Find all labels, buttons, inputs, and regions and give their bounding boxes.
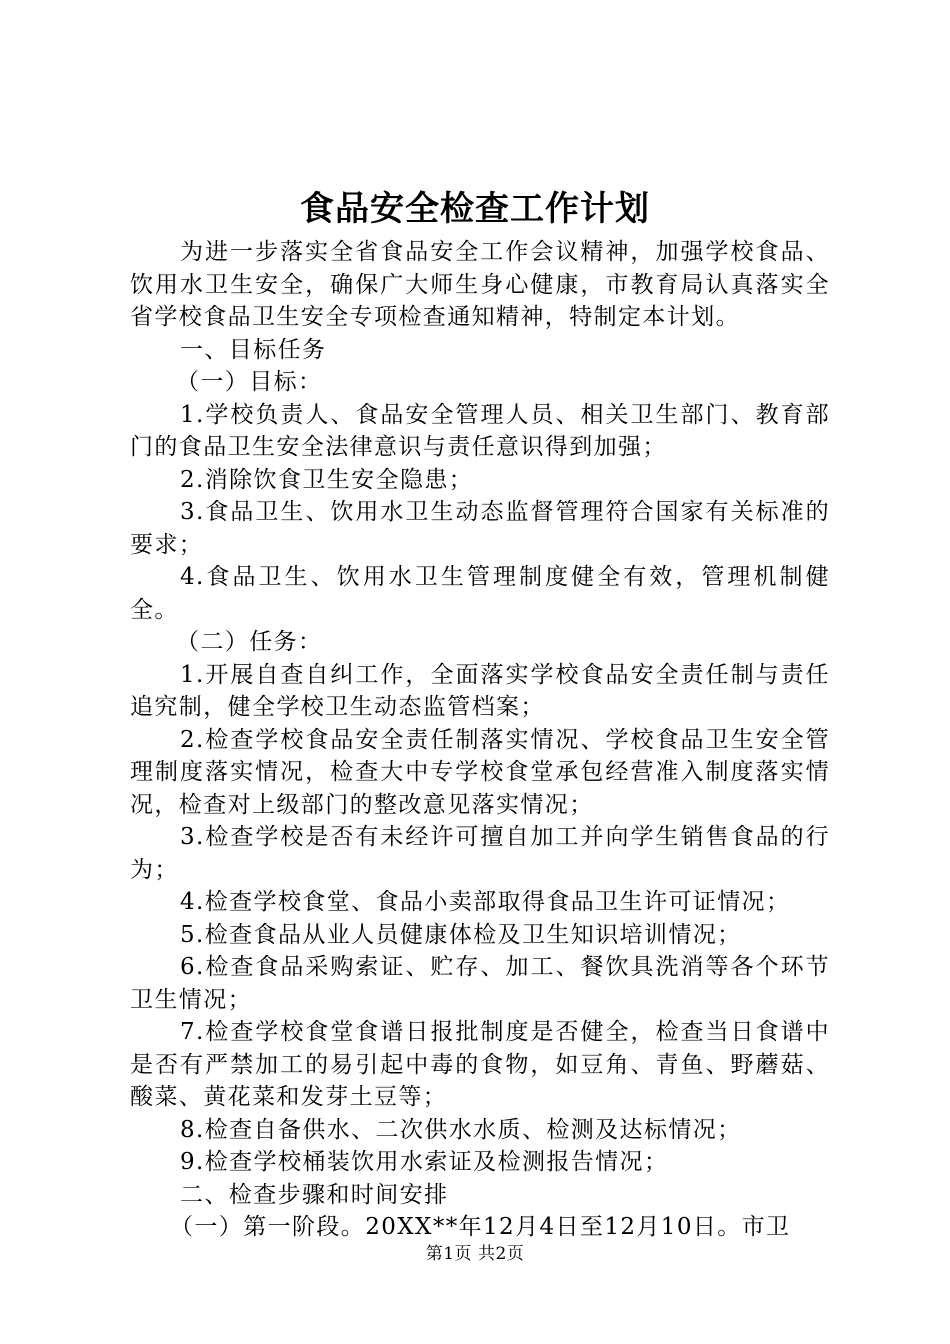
page-footer: 第1页 共2页 bbox=[425, 1244, 525, 1264]
goal-item-4: 4.食品卫生、饮用水卫生管理制度健全有效，管理机制健全。 bbox=[130, 564, 830, 623]
goal-item-3: 3.食品卫生、饮用水卫生动态监督管理符合国家有关标准的要求； bbox=[130, 499, 830, 558]
intro-paragraph: 为进一步落实全省食品安全工作会议精神，加强学校食品、饮用水卫生安全，确保广大师生身心健康，市教育局认真落实全省学校食品卫生安全专项检查通知精神，特制定本计划。 bbox=[130, 239, 830, 330]
document-title: 食品安全检查工作计划 bbox=[300, 189, 650, 229]
document-body bbox=[130, 236, 830, 1244]
task-item-3: 3.检查学校是否有未经许可擅自加工并向学生销售食品的行为； bbox=[130, 824, 830, 883]
goal-item-2: 2.消除饮食卫生安全隐患； bbox=[180, 466, 474, 493]
task-item-5: 5.检查食品从业人员健康体检及卫生知识培训情况； bbox=[180, 921, 742, 948]
task-item-2: 2.检查学校食品安全责任制落实情况、学校食品卫生安全管理制度落实情况，检查大中专学校食堂承包经营准入制度落实情况，检查对上级部门的整改意见落实情况； bbox=[130, 726, 830, 818]
task-item-8: 8.检查自备供水、二次供水水质、检测及达标情况； bbox=[180, 1116, 742, 1143]
stage-one-paragraph: （一）第一阶段。20XX**年12月4日至12月10日。市卫 bbox=[170, 1214, 791, 1240]
goal-item-1: 1.学校负责人、食品安全管理人员、相关卫生部门、教育部门的食品卫生安全法律意识与责任意识得到加强； bbox=[130, 401, 830, 460]
task-item-6: 6.检查食品采购索证、贮存、加工、餐饮具洗消等各个环节卫生情况； bbox=[130, 954, 830, 1013]
section-heading-steps: 二、检查步骤和时间安排 bbox=[180, 1181, 449, 1208]
section-heading-goals: 一、目标任务 bbox=[180, 336, 327, 363]
subsection-heading-goal: （一）目标： bbox=[176, 369, 323, 395]
task-item-1: 1.开展自查自纠工作，全面落实学校食品安全责任制与责任追究制，健全学校卫生动态监管档案； bbox=[130, 661, 830, 720]
task-item-7: 7.检查学校食堂食谱日报批制度是否健全，检查当日食谱中是否有严禁加工的易引起中毒的食物，如豆角、青鱼、野蘑菇、酸菜、黄花菜和发芽土豆等； bbox=[130, 1019, 830, 1110]
task-item-9: 9.检查学校桶装饮用水索证及检测报告情况； bbox=[180, 1149, 669, 1175]
subsection-heading-tasks: （二）任务： bbox=[176, 629, 323, 655]
task-item-4: 4.检查学校食堂、食品小卖部取得食品卫生许可证情况； bbox=[180, 889, 791, 915]
